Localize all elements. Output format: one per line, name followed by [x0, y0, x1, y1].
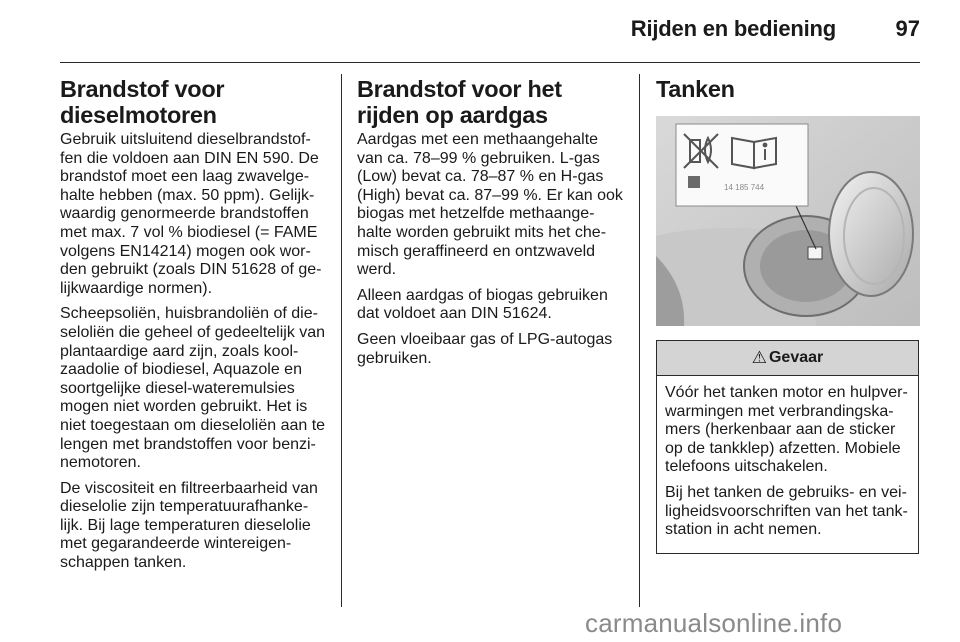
fuel-flap-figure: [656, 116, 920, 326]
warning-paragraph: Vóór het tanken motor en hulpver-warmingen met verbrandingska-mers (herkenbaar aan de sticker op de tankklep) afzetten. Mobiele telefoons uitschakelen.: [665, 384, 908, 476]
column-divider: [639, 74, 640, 607]
heading-refuelling: Tanken: [656, 76, 735, 102]
paragraph: Gebruik uitsluitend dieselbrandstof-fen die voldoen aan DIN EN 590. De brandstof moet een laag zwavelge-halte hebben (max. 50 ppm). Gelijk-waardig genormeerde brandstoffen met max. 7 vol % biodiesel (= FAME volgens EN14214) mogen ook wor-den gebruikt (zoals DIN 51628 of ge-lijkwaardige normen).: [60, 131, 322, 297]
paragraph: Scheepsoliën, huisbrandoliën of die-seloliën die geheel of gedeeltelijk van plantaardige aard zijn, zoals kool-zaadolie of biodiesel, Aquazole en soortgelijke diesel-wateremulsies mogen niet worden gebruikt. Het is niet toegestaan om dieseloliën aan te lengen met brandstoffen voor benzi-nemotoren.: [60, 305, 326, 472]
heading-diesel: Brandstof voor dieselmotoren: [60, 76, 225, 128]
warning-title: Gevaar: [768, 348, 824, 366]
section-title: Rijden en bediening: [630, 16, 836, 41]
page-number: 97: [895, 16, 920, 41]
danger-warning-box: [656, 340, 919, 554]
warning-body: [657, 376, 918, 553]
paragraph: De viscositeit en filtreerbaarheid van dieselolie zijn temperatuurafhanke-lijk. Bij lage temperaturen dieselolie met gegarandeerde wintereigen-schappen tanken.: [60, 479, 318, 572]
watermark: carmanualsonline.info: [585, 608, 843, 638]
heading-natural-gas: Brandstof voor het rijden op aardgas: [357, 76, 562, 128]
sticker-code: 14 185 744: [724, 183, 765, 192]
paragraph: Alleen aardgas of biogas gebruiken dat voldoet aan DIN 51624.: [357, 286, 608, 323]
warning-triangle-icon: ⚠: [751, 347, 767, 367]
paragraph: Geen vloeibaar gas of LPG-autogas gebruiken.: [357, 330, 613, 367]
brand-logo-icon: [688, 176, 700, 188]
column-refuelling: [656, 76, 920, 554]
paragraph: Aardgas met een methaangehalte van ca. 78–99 % gebruiken. L-gas (Low) bevat ca. 78–87 % en H-gas (High) bevat ca. 87–99 %. Er kan ook biogas met hetzelfde methaange-halte worden gebruikt mits het che-misch geraffineerd en ontzwaveld werd.: [357, 131, 623, 279]
fuel-flap-illustration: [656, 116, 920, 326]
column-natural-gas: [357, 76, 625, 375]
column-diesel: [60, 76, 328, 580]
page-header: [60, 0, 920, 63]
warning-paragraph: Bij het tanken de gebruiks- en vei-ligheidsvoorschriften van het tank-station in acht nemen.: [665, 483, 908, 539]
column-divider: [341, 74, 342, 607]
warning-header: [657, 341, 918, 376]
